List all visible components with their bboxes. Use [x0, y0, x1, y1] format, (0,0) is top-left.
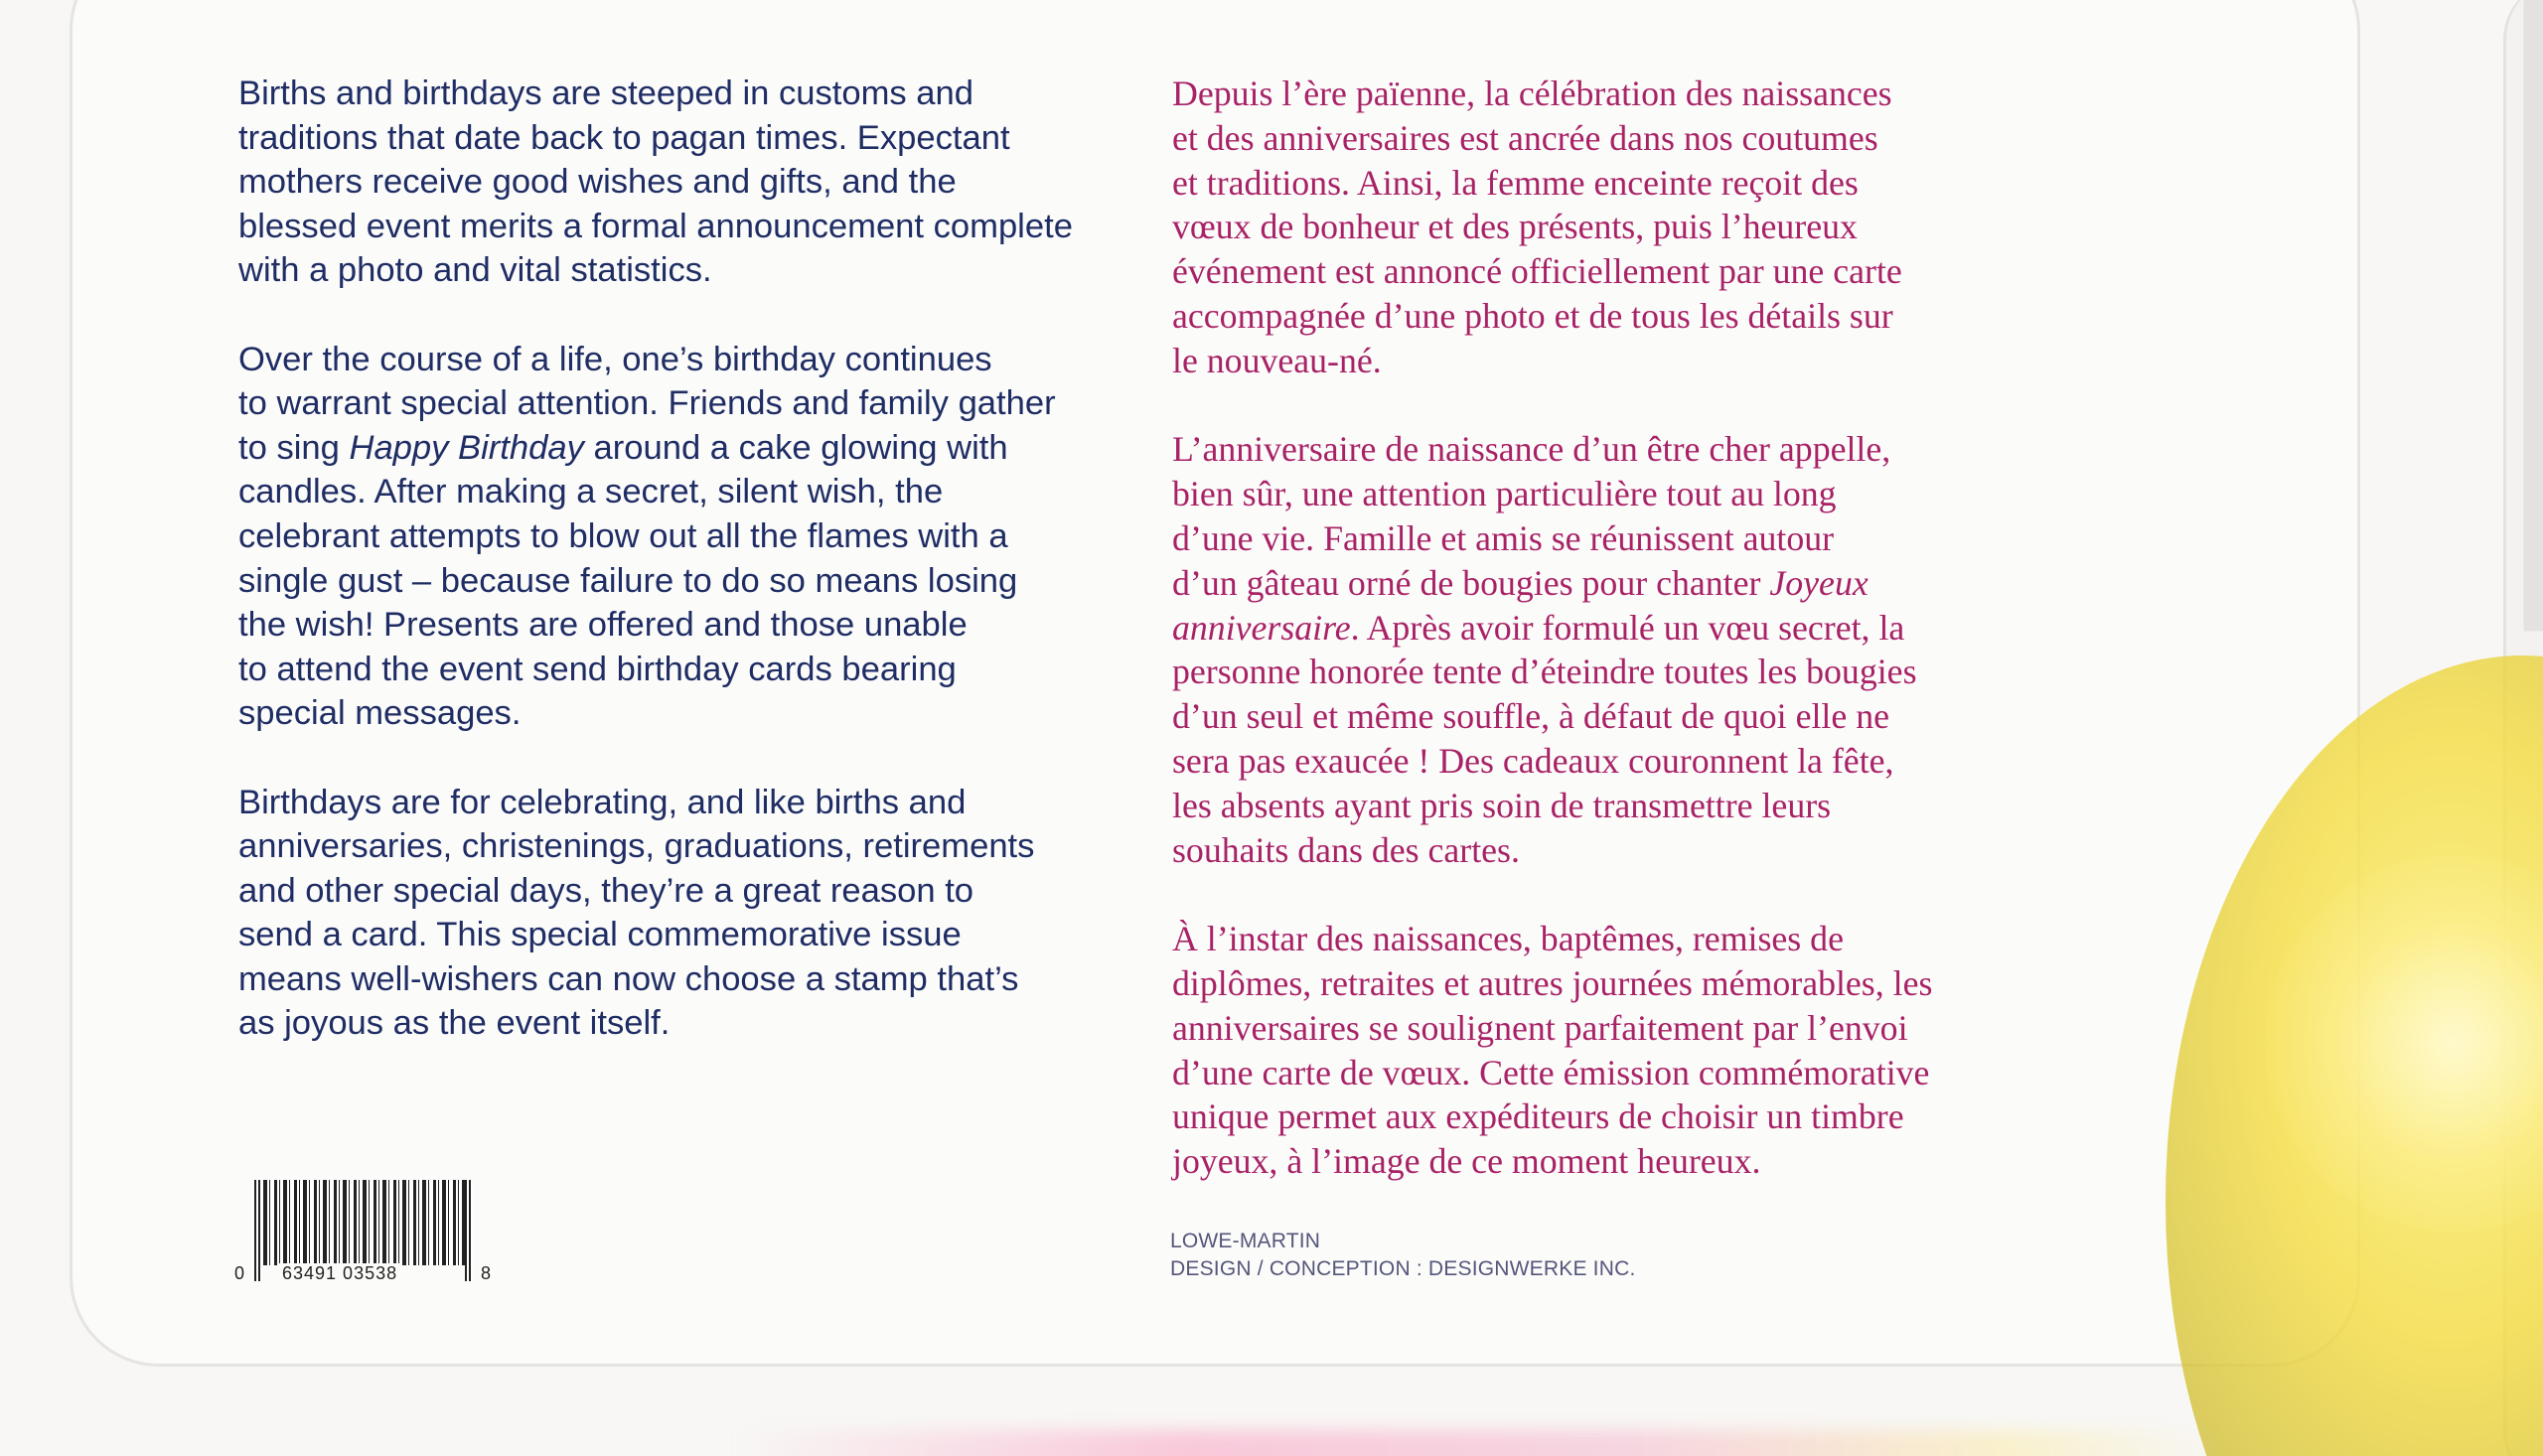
french-p2-start: L’anniversaire de naissance d’un être cher appelle, bien sûr, une attention particulière tout au long d’une vie. Famille et amis se réunissent autour d’un gâteau orné de bougies pour chanter	[1172, 429, 1891, 603]
french-text-column	[1172, 72, 2066, 1184]
english-paragraph-2	[238, 338, 1113, 736]
french-paragraph-1: Depuis l’ère païenne, la célébration des naissances et des anniversaires est ancrée dans nos coutumes et traditions. Ainsi, la femme enceinte reçoit des vœux de bonheur et des présents, puis l’heureux événement est annoncé officiellement par une carte accompagnée d’une photo et de tous les détails sur le nouveau-né.	[1172, 73, 1902, 380]
credits-printer: LOWE-MARTIN	[1170, 1230, 1321, 1252]
barcode-guard-right	[465, 1180, 473, 1281]
english-p2-start: Over the course of a life, one’s birthday continues to warrant special attention. Friends and family gather to sing	[238, 340, 1056, 467]
barcode-digit-left: 0	[234, 1263, 245, 1283]
french-paragraph-3: À l’instar des naissances, baptêmes, remises de diplômes, retraites et autres journées mémorables, les anniversaires se soulignent parfaitement par l’envoi d’une carte de vœux. Cette émission commémorative unique permet aux expéditeurs de choisir un timbre joyeux, à l’image de ce moment heureux.	[1172, 919, 1933, 1182]
barcode-guard-left	[254, 1180, 262, 1281]
barcode-bars	[254, 1180, 473, 1265]
english-p2-end: around a cake glowing with candles. After making a secret, silent wish, the celebrant attempts to blow out all the flames with a single gust – because failure to do so means losing the wish! Presents are offered and those unable to attend the event send birthday cards bearing special messages.	[238, 428, 1018, 733]
french-p2-end: . Après avoir formulé un vœu secret, la personne honorée tente d’éteindre toutes les bougies d’un seul et même souffle, à défaut de quoi elle ne sera pas exaucée ! Des cadeaux couronnent la fête, les absents ayant pris soin de transmettre leurs souhaits dans des cartes.	[1172, 607, 1917, 870]
barcode-digit-right: 8	[481, 1263, 492, 1283]
english-paragraph-1: Births and birthdays are steeped in customs and traditions that date back to pagan times. Expectant mothers receive good wishes and gifts, and the blessed event merits a formal announcement complete with a photo and vital statistics.	[238, 74, 1073, 290]
color-bleed-bottom	[735, 1430, 2225, 1456]
english-paragraph-3: Birthdays are for celebrating, and like births and anniversaries, christenings, graduations, retirements and other special days, they’re a great reason to send a card. This special commemorative issue means well-wishers can now choose a stamp that’s as joyous as the event itself.	[238, 783, 1035, 1043]
credits	[1170, 1228, 1635, 1283]
french-paragraph-2	[1172, 427, 2066, 872]
credits-design: DESIGN / CONCEPTION : DESIGNWERKE INC.	[1170, 1257, 1636, 1280]
french-p2-italic: Joyeux anniversaire	[1172, 562, 1869, 648]
barcode	[234, 1180, 493, 1289]
english-text-column	[238, 72, 1113, 1046]
barcode-digits-main: 63491 03538	[278, 1263, 401, 1283]
english-p2-italic: Happy Birthday	[349, 428, 584, 467]
